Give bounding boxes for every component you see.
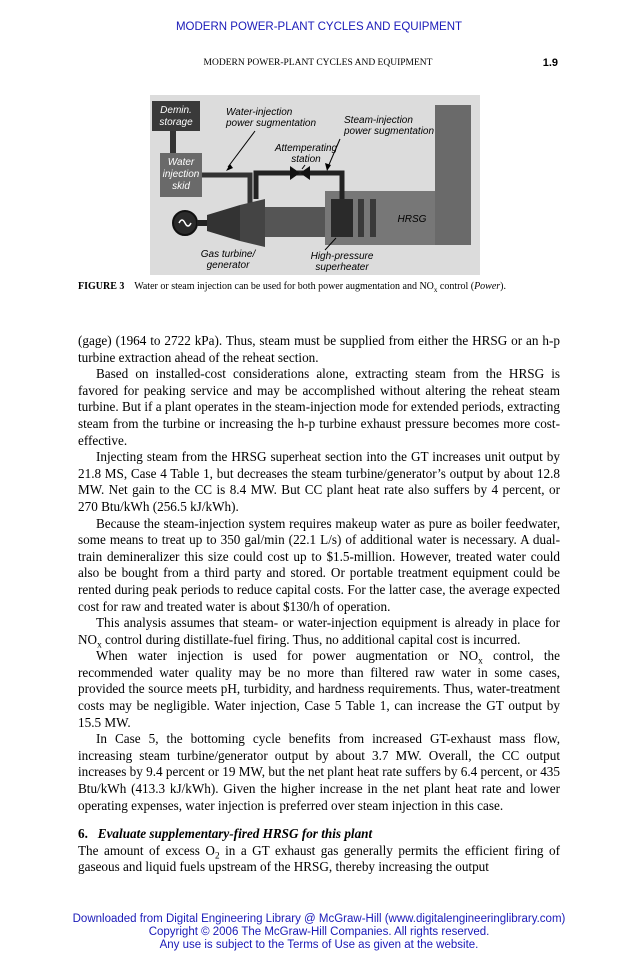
gas-turbine: [240, 199, 265, 247]
paragraph: Injecting steam from the HRSG superheat section into the GT increases unit output by 21.8 MS, Case 4 Table 1, but decreases the steam turbine/generator’s output by about 12.8 MW. Net gain to the CC is 8.4 MW. But CC plant heat rate also suffers by 4 percent, or 270 Btu/kWh (256.5 kJ/kWh).: [78, 449, 560, 514]
gas-turbine-label: Gas turbine/: [200, 249, 256, 260]
skid-label-injection: injection: [162, 169, 200, 180]
hrsg-tube-bank: [358, 199, 364, 237]
steam-injection-label: Steam-injection: [344, 115, 413, 126]
footer-download-link[interactable]: Downloaded from Digital Engineering Library @ McGraw-Hill (www.digitalengineeringlibrary.com): [72, 913, 566, 925]
caption-text: Water or steam injection can be used for both power augmentation and NO: [134, 281, 434, 292]
hp-superheater-label-2: superheater: [315, 262, 369, 273]
figure-caption: FIGURE 3 Water or steam injection can be used for both power augmentation and $NO_x$ control (Power).: [78, 281, 507, 294]
paragraph-text: When water injection is used for power augmentation or NO: [96, 648, 479, 664]
high-pressure-superheater: [331, 199, 353, 237]
book-title-link[interactable]: MODERN POWER-PLANT CYCLES AND EQUIPMENT: [175, 21, 463, 33]
paragraph-text: This analysis assumes that steam- or water-injection equipment is already in place for NO: [78, 615, 560, 647]
figure-diagram: [150, 95, 480, 275]
paragraph-text: control during distillate-fuel firing. Thus, no additional capital cost is incurred.: [101, 631, 521, 647]
exhaust-duct: [265, 207, 325, 237]
hrsg-stack: [435, 105, 471, 245]
paragraph-text: control, the recommended water quality may be no more than filtered raw water in some cases, provided the source meets pH, turbidity, and hardness requirements. Thus, water-treatment costs may be negligible. Water injection, Case 5 Table 1, can increase the GT output by 15.5 MW.: [78, 648, 560, 730]
hrsg-label: HRSG: [397, 214, 427, 225]
skid-label-water: Water: [167, 157, 195, 168]
subscript: 2: [214, 850, 220, 861]
running-title: MODERN POWER-PLANT CYCLES AND EQUIPMENT: [203, 58, 433, 68]
attemperating-label: Attemperating: [274, 143, 338, 154]
paragraph-text: in a GT exhaust gas generally permits the efficient firing of gaseous and liquid fuels upstream of the HRSG, thereby increasing the output: [78, 842, 560, 875]
caption-text-end: control: [437, 281, 469, 292]
page-number: 1.9: [542, 57, 558, 69]
hrsg-tube-bank: [370, 199, 376, 237]
paragraph: [78, 615, 560, 648]
footer: [0, 913, 638, 952]
water-injection-label-2: power sugmentation: [226, 118, 317, 129]
step-title: Evaluate supplementary-fired HRSG for this plant: [97, 826, 373, 842]
paragraph: [78, 843, 560, 876]
caption-close: ).: [500, 281, 507, 292]
body-text: [78, 333, 560, 876]
hp-superheater-label: High-pressure: [310, 251, 374, 262]
footer-copyright-link[interactable]: Copyright © 2006 The McGraw-Hill Companies. All rights reserved.: [148, 926, 490, 938]
subscript: x: [97, 639, 102, 650]
gas-turbine-label-2: generator: [206, 260, 250, 271]
demin-label: Demin.: [160, 105, 192, 116]
caption-source: Power: [474, 281, 501, 292]
caption-subscript: x: [433, 286, 438, 294]
paragraph: Because the steam-injection system requires makeup water as pure as boiler feedwater, some means to treat up to 350 gal/min (22.1 L/s) of additional water is necessary. A dual-train demineralizer this size could cost up to $1.5-million. However, treated water could also be bought from a third party and stored. Or portable treatment equipment could be rented during peak periods to reduce capital costs. For the latter case, the average expected cost for raw and treated water is about $130/h of operation.: [78, 515, 560, 614]
attemperating-label-2: station: [291, 154, 321, 165]
step-number: 6.: [78, 826, 88, 842]
paragraph-text: The amount of excess O: [78, 842, 215, 858]
generator-shaft: [197, 220, 207, 226]
paragraph: In Case 5, the bottoming cycle benefits from increased GT-exhaust mass flow, increasing steam turbine/generator output by about 3.7 MW. Overall, the CC output increases by 9.4 percent or 19 MW, but the net plant heat rate suffers by 6.4 percent, or 435 Btu/kWh (413.3 kJ/kWh). Given the higher increase in the net plant heat rate and lower operating expenses, water injection is preferred over steam injection in this case.: [78, 731, 560, 813]
skid-label-skid: skid: [172, 181, 190, 192]
paragraph: [78, 648, 560, 731]
subscript: x: [478, 655, 483, 666]
paragraph: (gage) (1964 to 2722 kPa). Thus, steam must be supplied from either the HRSG or an h-p turbine extraction ahead of the reheat section.: [78, 333, 560, 365]
steam-injection-label-2: power sugmentation: [344, 126, 435, 137]
section-heading: [78, 826, 560, 843]
storage-label: storage: [159, 117, 193, 128]
paragraph: Based on installed-cost considerations alone, extracting steam from the HRSG is favored for peaking service and may be accomplished without altering the reheat steam turbine. But if a plant operates in the steam-injection mode for extended periods, extracting steam from the turbine or increasing the h-p turbine exhaust pressure becomes more cost-effective.: [78, 366, 560, 448]
footer-terms-link[interactable]: Any use is subject to the Terms of Use as given at the website.: [159, 939, 479, 951]
demin-pipe: [170, 131, 176, 153]
water-injection-label: Water-injection: [226, 107, 293, 118]
figure-number: FIGURE 3: [78, 281, 125, 292]
